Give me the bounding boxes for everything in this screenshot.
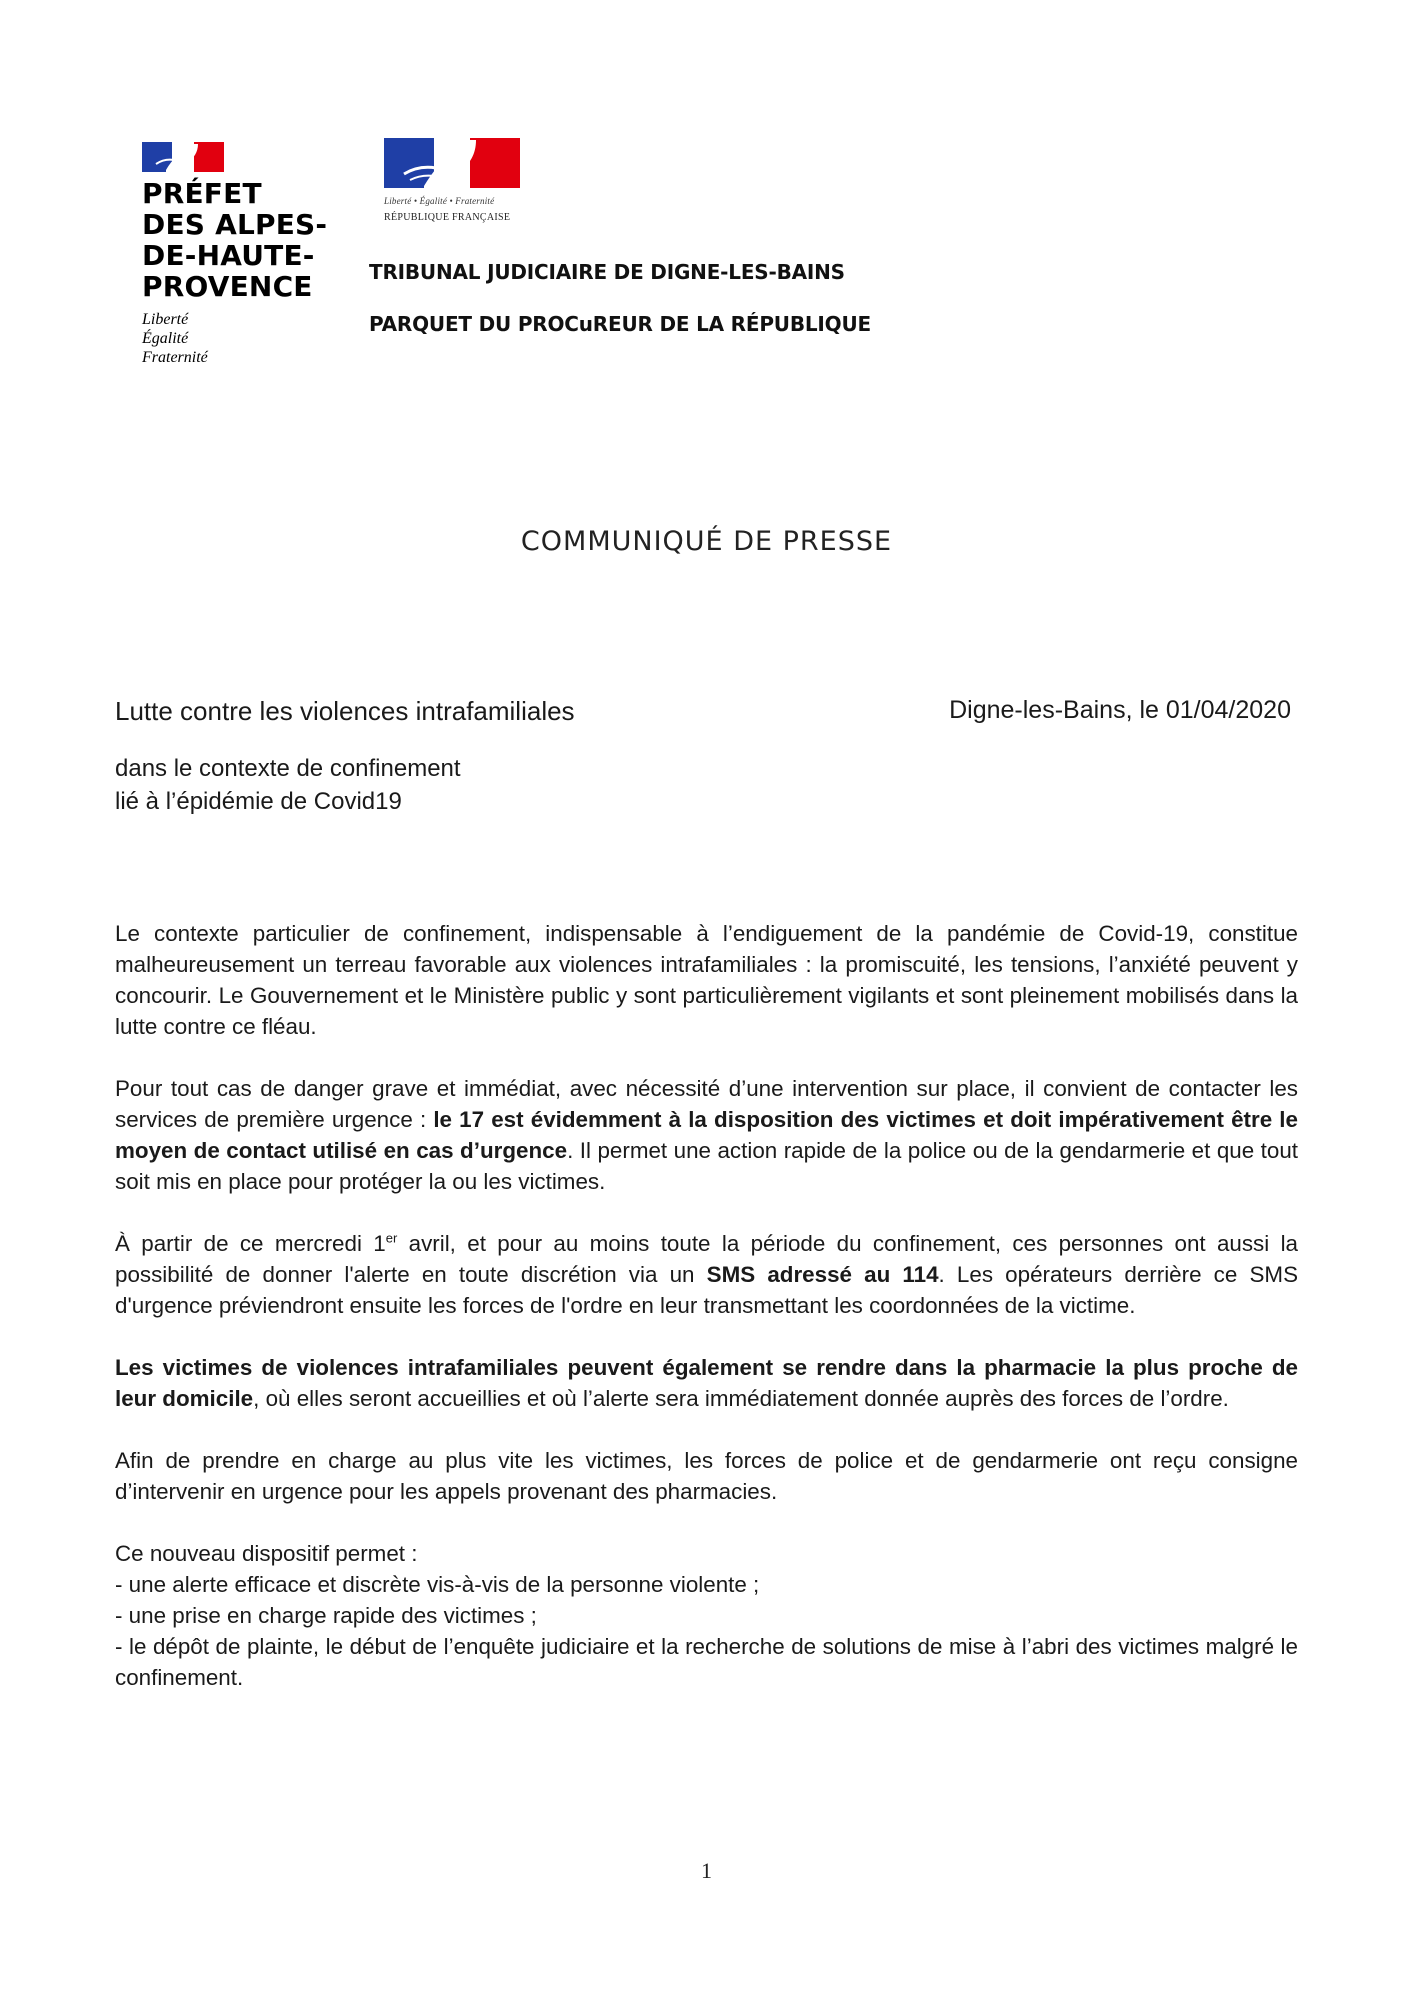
paragraph-3 xyxy=(115,1228,1298,1321)
parquet-name: PARQUET DU PROCuREUR DE LA RÉPUBLIQUE xyxy=(369,312,871,336)
paragraph-2-part-1: Pour tout cas de danger grave et immédiat, avec nécessité d’une intervention sur place, il convient de contacter les services de première urgence : xyxy=(115,1076,1298,1132)
paragraph-2-emphasis: le 17 est évidemment à la disposition des victimes et doit impérativement être le moyen de contact utilisé en cas d’urgence xyxy=(115,1107,1298,1163)
prefet-logo xyxy=(142,142,342,367)
motto-fraternite: Fraternité xyxy=(142,349,208,366)
context-line-1: dans le contexte de confinement xyxy=(115,755,461,782)
list-block xyxy=(115,1538,1298,1693)
motto-egalite: Égalité xyxy=(142,330,189,347)
paragraph-4 xyxy=(115,1352,1298,1414)
court-name: TRIBUNAL JUDICIAIRE DE DIGNE-LES-BAINS xyxy=(369,260,845,284)
date-line: Digne-les-Bains, le 01/04/2020 xyxy=(949,696,1291,724)
marianne-flag-icon xyxy=(142,142,224,172)
motto-liberte: Liberté xyxy=(142,311,189,328)
paragraph-3-emphasis: SMS adressé au 114 xyxy=(706,1262,939,1287)
prefet-name-line-2: DES ALPES- xyxy=(142,208,328,241)
document-body xyxy=(115,918,1298,1693)
list-intro: Ce nouveau dispositif permet : xyxy=(115,1541,418,1566)
marianne-logo-icon xyxy=(384,138,520,188)
court-header xyxy=(369,259,871,337)
rf-motto: Liberté • Égalité • Fraternité xyxy=(384,196,495,206)
paragraph-4-emphasis: Les victimes de violences intrafamiliales peuvent également se rendre dans la pharmacie la plus proche de leur domicile xyxy=(115,1355,1298,1411)
republique-francaise-logo xyxy=(384,138,524,223)
prefet-name-line-3: DE-HAUTE- xyxy=(142,239,315,272)
press-release-title: COMMUNIQUÉ DE PRESSE xyxy=(520,526,893,557)
rf-name: RÉPUBLIQUE FRANÇAISE xyxy=(384,212,511,223)
prefet-name xyxy=(142,178,342,302)
list-item: - le dépôt de plainte, le début de l’enquête judiciaire et la recherche de solutions de mise à l’abri des victimes malgré le confinement. xyxy=(115,1634,1298,1690)
prefet-motto xyxy=(142,310,342,367)
paragraph-3-part-2: avril, et pour au moins toute la période du confinement, ces personnes ont aussi la possibilité de donner l'alerte en toute discrétion via un xyxy=(115,1231,1298,1287)
paragraph-4-part-2: , où elles seront accueillies et où l’alerte sera immédiatement donnée auprès des forces de l’ordre. xyxy=(253,1386,1229,1411)
subject-heading: Lutte contre les violences intrafamiliales xyxy=(115,696,575,726)
page-number: 1 xyxy=(701,1858,712,1883)
prefet-name-line-4: PROVENCE xyxy=(142,270,313,303)
paragraph-3-part-4: . Les opérateurs derrière ce SMS d'urgence préviendront ensuite les forces de l'ordre en leur transmettant les coordonnées de la victime. xyxy=(115,1262,1299,1318)
list-item: - une prise en charge rapide des victimes ; xyxy=(115,1603,537,1628)
context-line-2: lié à l’épidémie de Covid19 xyxy=(115,788,402,815)
paragraph-3-part-1: À partir de ce mercredi 1 xyxy=(115,1231,386,1256)
subject-context xyxy=(115,752,461,818)
paragraph-2 xyxy=(115,1073,1298,1197)
paragraph-5: Afin de prendre en charge au plus vite les victimes, les forces de police et de gendarmerie ont reçu consigne d’intervenir en urgence pour les appels provenant des pharmacies. xyxy=(115,1448,1298,1504)
list-item: - une alerte efficace et discrète vis-à-vis de la personne violente ; xyxy=(115,1572,760,1597)
paragraph-2-part-3: . Il permet une action rapide de la police ou de la gendarmerie et que tout soit mis en place pour protéger la ou les victimes. xyxy=(115,1138,1299,1194)
prefet-name-line-1: PRÉFET xyxy=(142,177,262,210)
ordinal-superscript: er xyxy=(385,1230,398,1246)
paragraph-1: Le contexte particulier de confinement, indispensable à l’endiguement de la pandémie de Covid-19, constitue malheureusement un terreau favorable aux violences intrafamiliales : la promiscuité, les tensions, l’anxiété peuvent y concourir. Le Gouvernement et le Ministère public y sont particulièrement vigilants et sont pleinement mobilisés dans la lutte contre ce fléau. xyxy=(115,921,1298,1039)
